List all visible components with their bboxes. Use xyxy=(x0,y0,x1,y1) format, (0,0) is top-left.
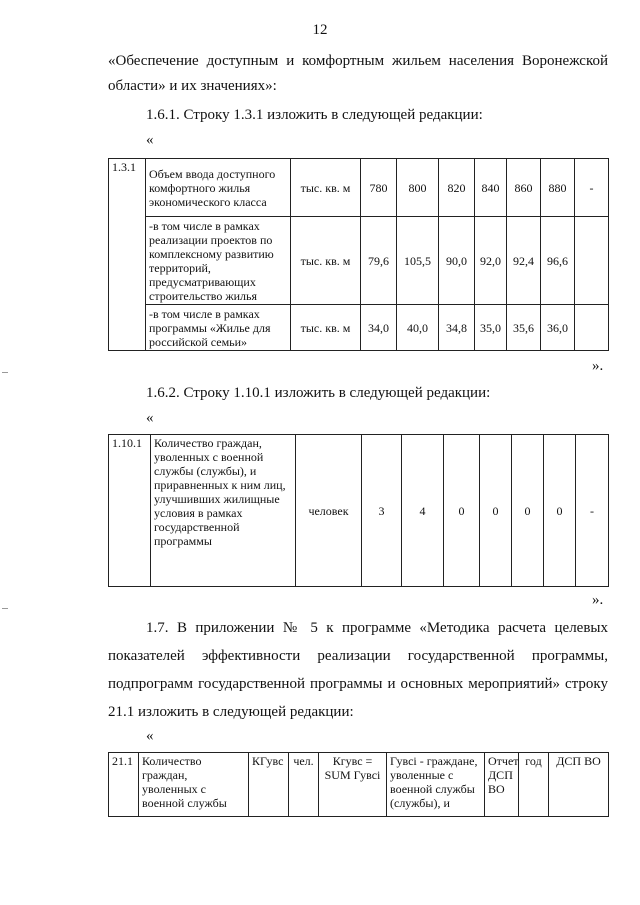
table2-value: 0 xyxy=(544,435,576,587)
scan-mark xyxy=(2,372,8,373)
table1-row-2 xyxy=(109,217,609,305)
table1-row1-value: 800 xyxy=(397,159,439,217)
table1-row1-value: 780 xyxy=(361,159,397,217)
table-indicator-1-3-1 xyxy=(108,158,609,351)
table1-row-1 xyxy=(109,159,609,217)
page-number: 12 xyxy=(312,22,328,38)
open-quote-2: « xyxy=(146,410,154,426)
open-quote-1: « xyxy=(146,132,154,148)
table3-definition: Гувсi - граждане, уволенные с военной службы (службы), и xyxy=(387,753,485,817)
open-quote-3: « xyxy=(146,728,154,744)
table1-row1-value: - xyxy=(575,159,609,217)
section-1-7-line-3: подпрограмм государственной программы и основных мероприятий» строку xyxy=(108,676,608,692)
table2-value: 0 xyxy=(444,435,480,587)
table3-period: год xyxy=(519,753,549,817)
table1-row3-value: 34,0 xyxy=(361,305,397,351)
table1-row3-unit: тыс. кв. м xyxy=(291,305,361,351)
table1-row3-value: 35,0 xyxy=(475,305,507,351)
table1-row1-value: 880 xyxy=(541,159,575,217)
table1-row1-value: 820 xyxy=(439,159,475,217)
scan-mark xyxy=(2,608,8,609)
table2-value: 0 xyxy=(480,435,512,587)
table1-row2-value xyxy=(575,217,609,305)
table2-value: 4 xyxy=(402,435,444,587)
table1-row2-value: 92,4 xyxy=(507,217,541,305)
table1-row-3 xyxy=(109,305,609,351)
table1-row-number: 1.3.1 xyxy=(109,159,146,351)
table1-row3-value: 35,6 xyxy=(507,305,541,351)
section-1-6-2: 1.6.2. Строку 1.10.1 изложить в следующей редакции: xyxy=(146,385,491,401)
table3-responsible: ДСП ВО xyxy=(549,753,609,817)
table1-row1-unit: тыс. кв. м xyxy=(291,159,361,217)
table2-row xyxy=(109,435,609,587)
table1-row1-value: 860 xyxy=(507,159,541,217)
table1-row3-name: -в том числе в рамках программы «Жилье для российской семьи» xyxy=(146,305,291,351)
table-indicator-21-1 xyxy=(108,752,609,817)
table-indicator-1-10-1 xyxy=(108,434,609,587)
table3-source: Отчет ДСП ВО xyxy=(485,753,519,817)
table1-row2-unit: тыс. кв. м xyxy=(291,217,361,305)
table3-formula: Кгувс = SUM Гувсi xyxy=(319,753,387,817)
intro-line-1: «Обеспечение доступным и комфортным жильем населения Воронежской xyxy=(108,53,608,69)
table3-unit: чел. xyxy=(289,753,319,817)
table2-unit: человек xyxy=(296,435,362,587)
table2-name: Количество граждан, уволенных с военной службы (службы), и приравненных к ним лиц, улучшивших жилищные условия в рамках государственной программы xyxy=(151,435,296,587)
table1-row1-value: 840 xyxy=(475,159,507,217)
section-1-7-line-1: 1.7. В приложении № 5 к программе «Методика расчета целевых xyxy=(146,620,608,636)
close-quote-2: ». xyxy=(592,592,604,608)
table1-row2-value: 79,6 xyxy=(361,217,397,305)
intro-line-2: области» и их значениях»: xyxy=(108,78,277,94)
table2-value: 0 xyxy=(512,435,544,587)
table2-row-number: 1.10.1 xyxy=(109,435,151,587)
table3-symbol: КГувс xyxy=(249,753,289,817)
table1-row2-value: 96,6 xyxy=(541,217,575,305)
table3-name: Количество граждан, уволенных с военной службы xyxy=(139,753,249,817)
table2-value: 3 xyxy=(362,435,402,587)
table1-row3-value xyxy=(575,305,609,351)
table3-row-number: 21.1 xyxy=(109,753,139,817)
table1-row2-value: 90,0 xyxy=(439,217,475,305)
table2-value: - xyxy=(576,435,609,587)
table3-row xyxy=(109,753,609,817)
table1-row2-value: 105,5 xyxy=(397,217,439,305)
table1-row2-value: 92,0 xyxy=(475,217,507,305)
section-1-6-1: 1.6.1. Строку 1.3.1 изложить в следующей редакции: xyxy=(146,107,483,123)
section-1-7-line-4: 21.1 изложить в следующей редакции: xyxy=(108,704,354,720)
section-1-7-line-2: показателей эффективности реализации государственной программы, xyxy=(108,648,608,664)
close-quote-1: ». xyxy=(592,358,604,374)
table1-row3-value: 34,8 xyxy=(439,305,475,351)
table1-row3-value: 40,0 xyxy=(397,305,439,351)
table1-row3-value: 36,0 xyxy=(541,305,575,351)
table1-row2-name: -в том числе в рамках реализации проектов по комплексному развитию территорий, предусматривающих строительство жилья xyxy=(146,217,291,305)
table1-row1-name: Объем ввода доступного комфортного жилья экономического класса xyxy=(146,159,291,217)
